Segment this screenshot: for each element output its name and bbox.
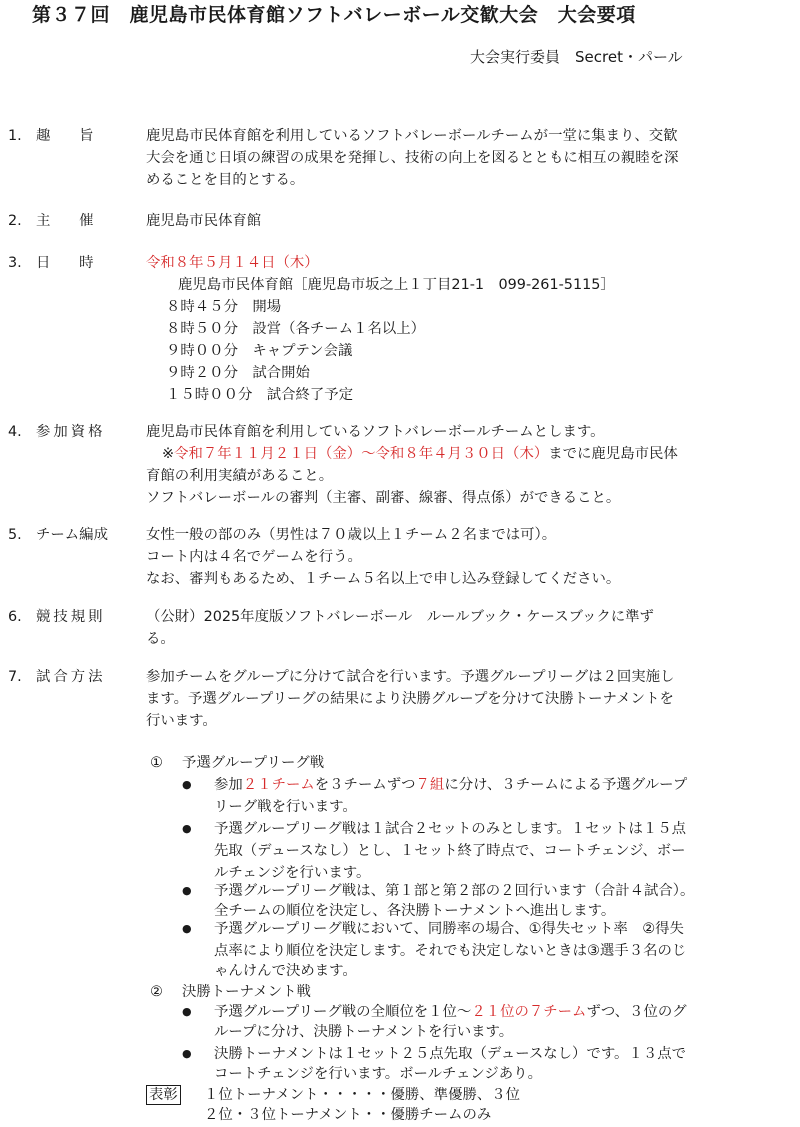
text-line: 女性一般の部のみ（男性は７０歳以上１チーム２名までは可）。 xyxy=(146,527,557,543)
note-mark: ※ xyxy=(162,446,175,462)
bullet-icon: ● xyxy=(182,822,192,835)
text-line: ます。予選グループリーグの結果により決勝グループを分けて決勝トーナメントを xyxy=(146,691,674,707)
text-line: ルチェンジを行います。 xyxy=(214,865,371,881)
organizer: 大会実行委員 Secret・パール xyxy=(470,48,683,66)
text-line xyxy=(162,443,678,465)
text-line: 決勝トーナメントは１セット２５点先取（デュースなし）です。１３点で xyxy=(214,1046,687,1062)
section-number: 7. xyxy=(8,669,22,685)
group-count: ７組 xyxy=(415,777,445,793)
text-line: る。 xyxy=(146,631,175,647)
text-line: 鹿児島市民体育館を利用しているソフトバレーボールチームが一堂に集まり、交歓 xyxy=(146,128,678,144)
text-line: ゃんけんで決めます。 xyxy=(214,963,357,979)
text-line: 育館の利用実績があること。 xyxy=(146,468,334,484)
section-label: 参加資格 xyxy=(36,424,106,440)
bullet-icon: ● xyxy=(182,884,192,897)
section-number: 2. xyxy=(8,213,22,229)
eligibility-period: 令和７年１１月２１日（金）～令和８年４月３０日（木） xyxy=(174,446,549,462)
team-count: ２１チーム xyxy=(242,777,315,793)
text-line: リーグ戦を行います。 xyxy=(214,799,357,815)
bullet-icon: ● xyxy=(182,922,192,935)
page-title: 第３７回 鹿児島市民体育館ソフトバレーボール交歓大会 大会要項 xyxy=(32,4,636,26)
schedule-item: １５時００分 試合終了予定 xyxy=(166,387,354,403)
text-line: 予選グループリーグ戦において、同勝率の場合、①得失セット率 ②得失 xyxy=(214,921,684,937)
text-line: めることを目的とする。 xyxy=(146,172,305,188)
rank-range: ２１位の７チーム xyxy=(471,1004,587,1020)
text-line: 全チームの順位を決定し、各決勝トーナメントへ進出します。 xyxy=(214,903,616,919)
bullet-icon: ● xyxy=(182,778,192,791)
text-fragment: に分け、３チームによる予選グループ xyxy=(444,777,688,793)
schedule-item: ９時２０分 試合開始 xyxy=(166,365,310,381)
bullet-icon: ● xyxy=(182,1047,192,1060)
bullet-icon: ● xyxy=(182,1005,192,1018)
section-label: 主 催 xyxy=(36,213,94,229)
text-line xyxy=(214,774,687,796)
sub-title: 決勝トーナメント戦 xyxy=(182,984,311,1000)
award-label: 表彰 xyxy=(146,1084,181,1106)
section-label: 日 時 xyxy=(36,255,94,271)
text-line: 行います。 xyxy=(146,713,217,729)
text-line: 予選グループリーグ戦は１試合２セットのみとします。１セットは１５点 xyxy=(214,821,687,837)
schedule-item: ８時５０分 設営（各チーム１名以上） xyxy=(166,321,426,337)
text-fragment: 参加 xyxy=(214,777,243,793)
section-label: 試合方法 xyxy=(36,669,106,685)
sub-number: ① xyxy=(150,755,163,771)
section-number: 4. xyxy=(8,424,22,440)
text-line: 先取（デュースなし）とし、１セット終了時点で、コートチェンジ、ボー xyxy=(214,843,686,859)
text-fragment: までに鹿児島市民体 xyxy=(548,446,678,462)
award-line: １位トーナメント・・・・・優勝、準優勝、３位 xyxy=(204,1087,521,1103)
schedule-item: ９時００分 キャプテン会議 xyxy=(166,343,353,359)
section-label: 競技規則 xyxy=(36,609,106,625)
text-line: 鹿児島市民体育館を利用しているソフトバレーボールチームとします。 xyxy=(146,424,605,440)
text-line: ソフトバレーボールの審判（主審、副審、線審、得点係）ができること。 xyxy=(146,490,621,506)
section-number: 5. xyxy=(8,527,22,543)
text-line: コート内は４名でゲームを行う。 xyxy=(146,549,362,565)
section-number: 3. xyxy=(8,255,22,271)
text-line: 点率により順位を決定します。それでも決定しないときは③選手３名のじ xyxy=(214,943,687,959)
text-line xyxy=(214,1001,687,1023)
text-fragment: ずつ、３位のグ xyxy=(586,1004,687,1020)
text-line: ループに分け、決勝トーナメントを行います。 xyxy=(214,1024,514,1040)
section-label: 趣 旨 xyxy=(36,128,94,144)
venue: 鹿児島市民体育館［鹿児島市坂之上１丁目21-1 099-261-5115］ xyxy=(178,277,615,293)
sub-title: 予選グループリーグ戦 xyxy=(182,755,325,771)
text-fragment: を３チームずつ xyxy=(314,777,416,793)
text-line: なお、審判もあるため、１チーム５名以上で申し込み登録してください。 xyxy=(146,571,621,587)
award-line: ２位・３位トーナメント・・優勝チームのみ xyxy=(204,1107,492,1123)
section-label: チーム編成 xyxy=(36,527,108,543)
section-number: 1. xyxy=(8,128,22,144)
text-line: 予選グループリーグ戦は、第１部と第２部の２回行います（合計４試合）。 xyxy=(214,883,695,899)
text-line: 大会を通じ日頃の練習の成果を発揮し、技術の向上を図るとともに相互の親睦を深 xyxy=(146,150,679,166)
text-line: （公財）2025年度版ソフトバレーボール ルールブック・ケースブックに準ず xyxy=(146,609,654,625)
text-line: 鹿児島市民体育館 xyxy=(146,213,262,229)
schedule-item: ８時４５分 開場 xyxy=(166,299,282,315)
text-line: 参加チームをグループに分けて試合を行います。予選グループリーグは２回実施し xyxy=(146,669,675,685)
text-fragment: 予選グループリーグ戦の全順位を１位～ xyxy=(214,1004,472,1020)
section-number: 6. xyxy=(8,609,22,625)
event-date: 令和８年５月１４日（木） xyxy=(146,255,319,271)
sub-number: ② xyxy=(150,984,163,1000)
text-line: コートチェンジを行います。ボールチェンジあり。 xyxy=(214,1066,542,1082)
